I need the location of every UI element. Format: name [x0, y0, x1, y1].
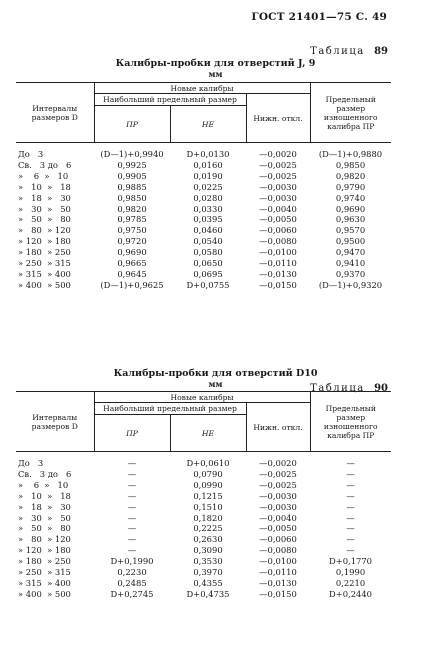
table-89-title: [0, 58, 431, 80]
worn-limit-cell: —: [346, 479, 355, 490]
interval-cell: » 250 » 315: [18, 258, 71, 269]
worn-limit-cell: 0,9850: [335, 159, 366, 170]
worn-limit-cell: 0,1990: [335, 567, 366, 578]
lower-dev-cell: —0,0025: [259, 170, 297, 181]
lower-dev-cell: —0,0050: [259, 523, 297, 534]
ne-cell: 0,0580: [193, 247, 223, 258]
worn-limit-cell: 0,9820: [335, 170, 366, 181]
pr-cell: —: [127, 523, 137, 534]
ne-cell: 0,0695: [193, 268, 223, 279]
ne-cell: 0,0225: [193, 181, 223, 192]
interval-cell: » 18 » 30: [18, 192, 71, 203]
col-ne-label: НЕ: [201, 119, 215, 129]
interval-cell: » 30 » 50: [18, 203, 71, 214]
interval-cell: » 50 » 80: [18, 214, 71, 225]
table-unit: мм: [208, 69, 223, 79]
table-row: [16, 523, 391, 534]
table-row: [16, 193, 391, 204]
interval-cell: » 250 » 315: [18, 567, 71, 578]
lower-dev-cell: —0,0025: [259, 159, 297, 170]
ne-cell: 0,0540: [193, 236, 223, 247]
worn-limit-cell: D+0,2440: [328, 588, 373, 599]
interval-cell: » 120 » 180: [18, 236, 71, 247]
table-row: [16, 280, 391, 291]
pr-cell: 0,9665: [117, 258, 147, 269]
worn-limit-cell: 0,9630: [335, 214, 366, 225]
ne-cell: 0,0650: [193, 258, 223, 269]
worn-limit-cell: 0,9740: [335, 192, 366, 203]
lower-dev-cell: —0,0080: [259, 545, 297, 556]
col-pr: [94, 106, 170, 143]
col-ne: [170, 106, 246, 143]
pr-cell: 0,9720: [117, 236, 147, 247]
col-ne-label: НЕ: [201, 428, 215, 438]
pr-cell: 0,9750: [117, 225, 147, 236]
pr-cell: 0,9690: [117, 247, 147, 258]
pr-cell: 0,9820: [117, 203, 147, 214]
pr-cell: 0,2485: [117, 577, 147, 588]
table-row: [16, 534, 391, 545]
worn-limit-cell: —: [346, 534, 355, 545]
col-ne: [170, 415, 246, 452]
pr-cell: —: [127, 490, 137, 501]
interval-cell: » 30 » 50: [18, 512, 71, 523]
ne-cell: D+0,0130: [186, 149, 230, 159]
col-max-size: Наибольший предельный размер: [94, 403, 246, 415]
table-row: [16, 236, 391, 247]
worn-limit-cell: —: [346, 490, 355, 501]
pr-cell: —: [127, 545, 137, 556]
ne-cell: 0,0190: [193, 170, 223, 181]
ne-cell: 0,0790: [193, 468, 223, 479]
interval-cell: » 6 » 10: [18, 479, 69, 490]
col-pr: [94, 415, 170, 452]
lower-dev-cell: —0,0130: [259, 577, 297, 588]
interval-cell: » 400 » 500: [18, 279, 71, 290]
pr-cell: (D—1)+0,9940: [100, 149, 164, 159]
pr-cell: 0,9905: [117, 170, 147, 181]
lower-dev-cell: —0,0040: [259, 512, 297, 523]
worn-limit-cell: (D—1)+0,9880: [318, 149, 383, 159]
table-row: [16, 171, 391, 182]
table-row: [16, 204, 391, 215]
interval-cell: До 3: [18, 458, 44, 468]
table-label-word: Таблица: [310, 46, 365, 57]
ne-cell: D+0,0610: [186, 458, 230, 468]
table-89: [16, 82, 391, 291]
ne-cell: 0,0395: [193, 214, 223, 225]
table-row: [16, 578, 391, 589]
col-new-gauges: Новые калибры: [94, 392, 310, 403]
col-max-size: Наибольший предельный размер: [94, 94, 246, 106]
table-title: Калибры-пробки для отверстий J, 9: [115, 58, 316, 69]
lower-dev-cell: —0,0025: [259, 479, 297, 490]
worn-limit-cell: —: [346, 523, 355, 534]
lower-dev-cell: —0,0080: [259, 236, 297, 247]
interval-cell: » 6 » 10: [18, 170, 69, 181]
ne-cell: 0,1510: [193, 501, 223, 512]
interval-cell: » 50 » 80: [18, 523, 71, 534]
pr-cell: —: [127, 512, 137, 523]
lower-dev-cell: —0,0150: [259, 588, 297, 599]
ne-cell: 0,2630: [193, 534, 223, 545]
table-row: [16, 513, 391, 524]
worn-limit-cell: 0,9470: [335, 247, 366, 258]
worn-limit-cell: 0,9500: [335, 236, 366, 247]
ne-cell: 0,3970: [193, 567, 223, 578]
pr-cell: 0,9645: [117, 268, 147, 279]
interval-cell: » 315 » 400: [18, 268, 71, 279]
interval-cell: » 80 » 120: [18, 225, 71, 236]
pr-cell: (D—1)+0,9625: [100, 279, 164, 290]
interval-cell: » 315 » 400: [18, 577, 71, 588]
ne-cell: 0,0990: [193, 479, 223, 490]
interval-cell: » 120 » 180: [18, 545, 71, 556]
lower-dev-cell: —0,0030: [259, 181, 297, 192]
lower-dev-cell: —0,0040: [259, 203, 297, 214]
col-new-gauges: Новые калибры: [94, 83, 310, 94]
lower-dev-cell: —0,0060: [259, 225, 297, 236]
table-label-word: Таблица: [310, 383, 365, 394]
col-lower-dev: Нижн. откл.: [246, 403, 310, 452]
table-row: [16, 160, 391, 171]
interval-cell: » 80 » 120: [18, 534, 71, 545]
col-worn-limit: Предельный размер изношенного калибра ПР: [310, 83, 391, 143]
lower-dev-cell: —0,0025: [259, 468, 297, 479]
table-row: [16, 258, 391, 269]
lower-dev-cell: —0,0150: [259, 279, 297, 290]
lower-dev-cell: —0,0110: [259, 258, 297, 269]
ne-cell: 0,1820: [193, 512, 223, 523]
interval-cell: Св. 3 до 6: [18, 468, 72, 479]
worn-limit-cell: 0,2210: [335, 577, 366, 588]
pr-cell: 0,9850: [117, 192, 147, 203]
worn-limit-cell: —: [346, 468, 355, 479]
lower-dev-cell: —0,0130: [259, 268, 297, 279]
table-row: [16, 452, 391, 469]
pr-cell: 0,9885: [117, 181, 147, 192]
ne-cell: 0,3090: [193, 545, 223, 556]
interval-cell: » 180 » 250: [18, 556, 71, 567]
table-number: 89: [374, 46, 388, 57]
table-row: [16, 480, 391, 491]
lower-dev-cell: —0,0100: [259, 556, 297, 567]
table-89-label: [310, 46, 388, 57]
worn-limit-cell: 0,9370: [335, 268, 366, 279]
pr-cell: —: [127, 458, 137, 468]
interval-cell: » 10 » 18: [18, 181, 71, 192]
ne-cell: D+0,4735: [186, 588, 230, 599]
table-row: [16, 567, 391, 578]
interval-cell: » 180 » 250: [18, 247, 71, 258]
lower-dev-cell: —0,0100: [259, 247, 297, 258]
col-intervals: Интервалы размеров D: [16, 392, 94, 452]
col-worn-limit: Предельный размер изношенного калибра ПР: [310, 392, 391, 452]
worn-limit-cell: 0,9410: [335, 258, 366, 269]
interval-cell: » 400 » 500: [18, 588, 71, 599]
lower-dev-cell: —0,0050: [259, 214, 297, 225]
interval-cell: До 3: [18, 149, 44, 159]
lower-dev-cell: —0,0030: [259, 501, 297, 512]
pr-cell: —: [127, 534, 137, 545]
col-pr-label: ПР: [126, 119, 138, 129]
lower-dev-cell: —0,0020: [259, 458, 297, 468]
lower-dev-cell: —0,0030: [259, 192, 297, 203]
worn-limit-cell: 0,9570: [335, 225, 366, 236]
pr-cell: —: [127, 501, 137, 512]
table-90-title: [0, 368, 431, 390]
page-header: ГОСТ 21401—75 С. 49: [251, 11, 387, 23]
lower-dev-cell: —0,0110: [259, 567, 297, 578]
pr-cell: D+0,1990: [110, 556, 154, 567]
table-row: [16, 214, 391, 225]
col-lower-dev: Нижн. откл.: [246, 94, 310, 143]
pr-cell: —: [127, 479, 137, 490]
ne-cell: 0,0460: [193, 225, 223, 236]
pr-cell: 0,9785: [117, 214, 147, 225]
worn-limit-cell: D+0,1770: [328, 556, 373, 567]
worn-limit-cell: (D—1)+0,9320: [318, 279, 383, 290]
worn-limit-cell: 0,9690: [335, 203, 366, 214]
worn-limit-cell: —: [346, 545, 355, 556]
table-row: [16, 247, 391, 258]
pr-cell: 0,2230: [117, 567, 147, 578]
ne-cell: 0,2225: [193, 523, 223, 534]
table-row: [16, 545, 391, 556]
interval-cell: » 18 » 30: [18, 501, 71, 512]
table-row: [16, 502, 391, 513]
table-row: [16, 269, 391, 280]
table-row: [16, 469, 391, 480]
table-number: 90: [374, 383, 388, 394]
table-row: [16, 143, 391, 160]
table-row: [16, 556, 391, 567]
worn-limit-cell: —: [346, 512, 355, 523]
table-row: [16, 182, 391, 193]
pr-cell: D+0,2745: [110, 588, 154, 599]
table-title: Калибры-пробки для отверстий D10: [113, 368, 318, 379]
col-pr-label: ПР: [126, 428, 138, 438]
lower-dev-cell: —0,0030: [259, 490, 297, 501]
ne-cell: 0,0160: [193, 159, 223, 170]
ne-cell: 0,0330: [193, 203, 223, 214]
lower-dev-cell: —0,0020: [259, 149, 297, 159]
worn-limit-cell: 0,9790: [335, 181, 366, 192]
table-row: [16, 589, 391, 600]
table-row: [16, 225, 391, 236]
interval-cell: » 10 » 18: [18, 490, 71, 501]
lower-dev-cell: —0,0060: [259, 534, 297, 545]
table-90: [16, 391, 391, 600]
interval-cell: Св. 3 до 6: [18, 159, 72, 170]
pr-cell: 0,9925: [117, 159, 147, 170]
ne-cell: 0,0280: [193, 192, 223, 203]
pr-cell: —: [127, 468, 137, 479]
ne-cell: D+0,0755: [186, 279, 230, 290]
ne-cell: 0,4355: [193, 577, 223, 588]
worn-limit-cell: —: [346, 501, 355, 512]
table-unit: мм: [208, 379, 223, 389]
col-intervals: Интервалы размеров D: [16, 83, 94, 143]
ne-cell: 0,1215: [193, 490, 223, 501]
worn-limit-cell: —: [346, 458, 355, 468]
ne-cell: 0,3530: [193, 556, 223, 567]
table-row: [16, 491, 391, 502]
